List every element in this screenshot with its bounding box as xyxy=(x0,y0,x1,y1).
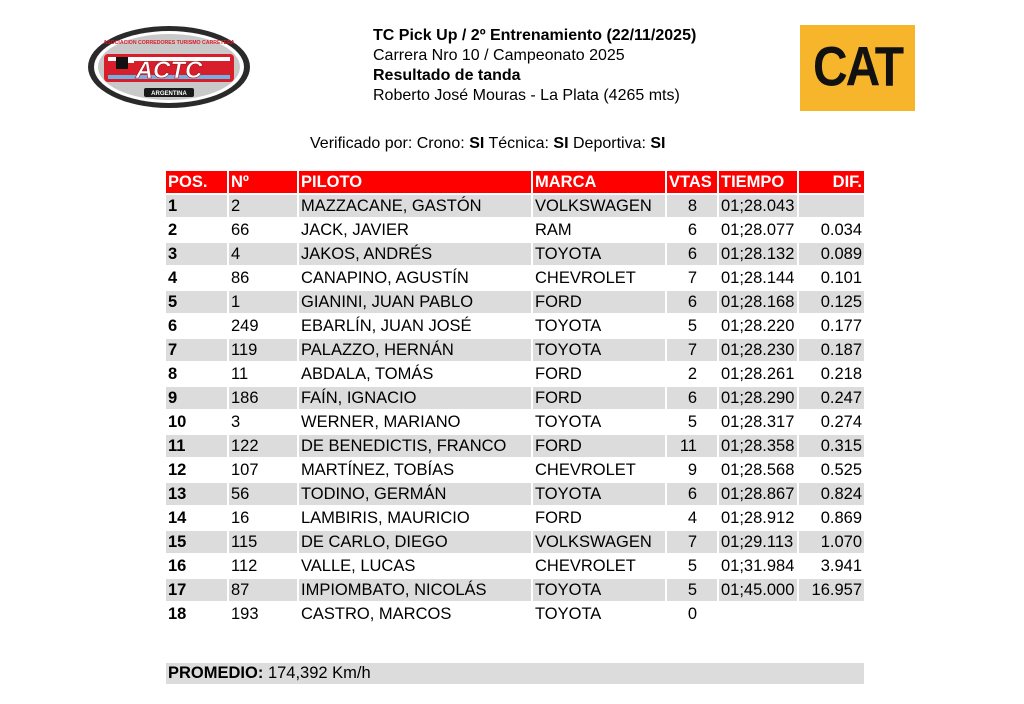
cell-brand: CHEVROLET xyxy=(533,553,667,577)
report-subtitle: Carrera Nro 10 / Campeonato 2025 xyxy=(373,47,625,64)
cell-driver: TODINO, GERMÁN xyxy=(299,481,533,505)
cell-pos: 13 xyxy=(166,481,229,505)
cell-driver: ABDALA, TOMÁS xyxy=(299,361,533,385)
cell-diff: 0.089 xyxy=(799,241,864,265)
cell-laps: 6 xyxy=(667,481,719,505)
cell-pos: 17 xyxy=(166,577,229,601)
cell-pos: 4 xyxy=(166,265,229,289)
cell-laps: 4 xyxy=(667,505,719,529)
cell-driver: FAÍN, IGNACIO xyxy=(299,385,533,409)
actc-letters: ACTC xyxy=(135,57,203,84)
cell-pos: 6 xyxy=(166,313,229,337)
cell-laps: 8 xyxy=(667,193,719,217)
cell-driver: CANAPINO, AGUSTÍN xyxy=(299,265,533,289)
cell-time: 01;28.132 xyxy=(719,241,799,265)
cell-laps: 9 xyxy=(667,457,719,481)
cell-time: 01;28.043 xyxy=(719,193,799,217)
cell-num: 107 xyxy=(229,457,299,481)
cell-driver: WERNER, MARIANO xyxy=(299,409,533,433)
cell-pos: 11 xyxy=(166,433,229,457)
cell-time: 01;28.317 xyxy=(719,409,799,433)
cell-time: 01;28.261 xyxy=(719,361,799,385)
cell-brand: FORD xyxy=(533,433,667,457)
cell-laps: 7 xyxy=(667,529,719,553)
cell-brand: TOYOTA xyxy=(533,577,667,601)
actc-logo-graphic xyxy=(86,24,252,110)
cat-logo-text: CAT xyxy=(812,36,903,98)
actc-country: ARGENTINA xyxy=(151,91,187,97)
cell-pos: 8 xyxy=(166,361,229,385)
crono-value: SI xyxy=(469,135,485,152)
average-value: 174,392 Km/h xyxy=(267,664,371,682)
report-header xyxy=(373,26,696,106)
table-row xyxy=(166,505,864,529)
table-row xyxy=(166,553,864,577)
table-row xyxy=(166,361,864,385)
col-header-num: Nº xyxy=(229,171,299,193)
cell-brand: VOLKSWAGEN xyxy=(533,193,667,217)
report-heading: Resultado de tanda xyxy=(373,67,521,84)
cell-laps: 5 xyxy=(667,313,719,337)
cell-laps: 5 xyxy=(667,409,719,433)
table-row xyxy=(166,265,864,289)
cell-driver: LAMBIRIS, MAURICIO xyxy=(299,505,533,529)
cell-num: 87 xyxy=(229,577,299,601)
cell-num: 249 xyxy=(229,313,299,337)
cell-diff: 0.125 xyxy=(799,289,864,313)
verification-line xyxy=(310,135,665,153)
cell-diff: 0.824 xyxy=(799,481,864,505)
cell-num: 86 xyxy=(229,265,299,289)
table-row xyxy=(166,601,864,625)
cell-driver: EBARLÍN, JUAN JOSÉ xyxy=(299,313,533,337)
results-body xyxy=(166,193,864,625)
table-row xyxy=(166,409,864,433)
col-header-time: TIEMPO xyxy=(719,171,799,193)
cell-laps: 6 xyxy=(667,217,719,241)
cell-driver: VALLE, LUCAS xyxy=(299,553,533,577)
cell-diff: 0.315 xyxy=(799,433,864,457)
cell-laps: 11 xyxy=(667,433,719,457)
cell-diff: 0.187 xyxy=(799,337,864,361)
table-row xyxy=(166,289,864,313)
cell-driver: IMPIOMBATO, NICOLÁS xyxy=(299,577,533,601)
cell-diff xyxy=(799,193,864,217)
cell-time: 01;28.220 xyxy=(719,313,799,337)
cell-diff: 16.957 xyxy=(799,577,864,601)
cell-diff: 0.869 xyxy=(799,505,864,529)
cell-brand: RAM xyxy=(533,217,667,241)
cell-time: 01;28.358 xyxy=(719,433,799,457)
table-row xyxy=(166,481,864,505)
cell-time: 01;29.113 xyxy=(719,529,799,553)
cell-num: 56 xyxy=(229,481,299,505)
cell-num: 16 xyxy=(229,505,299,529)
cell-num: 11 xyxy=(229,361,299,385)
cell-brand: CHEVROLET xyxy=(533,265,667,289)
table-row xyxy=(166,337,864,361)
cell-laps: 7 xyxy=(667,265,719,289)
table-row xyxy=(166,241,864,265)
table-row xyxy=(166,433,864,457)
cell-diff: 0.247 xyxy=(799,385,864,409)
cell-time: 01;28.568 xyxy=(719,457,799,481)
cell-time: 01;28.230 xyxy=(719,337,799,361)
cell-laps: 2 xyxy=(667,361,719,385)
cell-num: 115 xyxy=(229,529,299,553)
cell-pos: 7 xyxy=(166,337,229,361)
cell-brand: TOYOTA xyxy=(533,337,667,361)
cell-pos: 18 xyxy=(166,601,229,625)
deportiva-value: SI xyxy=(650,135,666,152)
cell-num: 4 xyxy=(229,241,299,265)
actc-logo xyxy=(86,24,252,110)
cell-num: 186 xyxy=(229,385,299,409)
cell-driver: JAKOS, ANDRÉS xyxy=(299,241,533,265)
cell-pos: 14 xyxy=(166,505,229,529)
cell-brand: TOYOTA xyxy=(533,313,667,337)
cell-driver: JACK, JAVIER xyxy=(299,217,533,241)
cell-pos: 2 xyxy=(166,217,229,241)
cell-laps: 6 xyxy=(667,289,719,313)
cell-laps: 6 xyxy=(667,385,719,409)
cell-laps: 5 xyxy=(667,553,719,577)
verification-prefix: Verificado por: Crono: xyxy=(310,135,465,152)
report-title: TC Pick Up / 2º Entrenamiento (22/11/2025) xyxy=(373,27,697,44)
cell-driver: MAZZACANE, GASTÓN xyxy=(299,193,533,217)
col-header-brand: MARCA xyxy=(533,171,667,193)
table-row xyxy=(166,313,864,337)
cell-diff: 0.177 xyxy=(799,313,864,337)
cat-logo xyxy=(800,25,915,111)
cell-driver: GIANINI, JUAN PABLO xyxy=(299,289,533,313)
table-row xyxy=(166,385,864,409)
cell-laps: 6 xyxy=(667,241,719,265)
cell-pos: 1 xyxy=(166,193,229,217)
tecnica-label: Técnica: xyxy=(488,135,549,152)
cell-num: 66 xyxy=(229,217,299,241)
cell-time xyxy=(719,601,799,625)
cell-brand: TOYOTA xyxy=(533,601,667,625)
cell-driver: CASTRO, MARCOS xyxy=(299,601,533,625)
cell-diff xyxy=(799,601,864,625)
actc-arc-text: ASOCIACION CORREDORES TURISMO CARRETERA xyxy=(103,40,235,46)
cell-pos: 10 xyxy=(166,409,229,433)
cell-brand: FORD xyxy=(533,289,667,313)
cell-diff: 0.101 xyxy=(799,265,864,289)
cell-diff: 3.941 xyxy=(799,553,864,577)
cell-pos: 12 xyxy=(166,457,229,481)
cell-time: 01;31.984 xyxy=(719,553,799,577)
cell-brand: VOLKSWAGEN xyxy=(533,529,667,553)
circuit-name: Roberto José Mouras - La Plata (4265 mts) xyxy=(373,87,680,104)
cell-diff: 0.525 xyxy=(799,457,864,481)
cell-pos: 16 xyxy=(166,553,229,577)
cell-driver: MARTÍNEZ, TOBÍAS xyxy=(299,457,533,481)
cell-num: 2 xyxy=(229,193,299,217)
cell-brand: FORD xyxy=(533,361,667,385)
cell-driver: DE CARLO, DIEGO xyxy=(299,529,533,553)
cell-brand: CHEVROLET xyxy=(533,457,667,481)
cell-brand: FORD xyxy=(533,505,667,529)
cell-num: 1 xyxy=(229,289,299,313)
cell-pos: 5 xyxy=(166,289,229,313)
cell-num: 122 xyxy=(229,433,299,457)
table-row xyxy=(166,193,864,217)
cell-laps: 0 xyxy=(667,601,719,625)
cell-diff: 1.070 xyxy=(799,529,864,553)
cell-diff: 0.034 xyxy=(799,217,864,241)
tecnica-value: SI xyxy=(553,135,569,152)
deportiva-label: Deportiva: xyxy=(572,135,646,152)
cell-time: 01;28.168 xyxy=(719,289,799,313)
cell-diff: 0.218 xyxy=(799,361,864,385)
cell-driver: PALAZZO, HERNÁN xyxy=(299,337,533,361)
cell-num: 119 xyxy=(229,337,299,361)
cell-time: 01;28.867 xyxy=(719,481,799,505)
cell-time: 01;28.912 xyxy=(719,505,799,529)
cell-time: 01;28.144 xyxy=(719,265,799,289)
col-header-driver: PILOTO xyxy=(299,171,533,193)
table-row xyxy=(166,217,864,241)
cell-num: 112 xyxy=(229,553,299,577)
cell-laps: 7 xyxy=(667,337,719,361)
cell-pos: 9 xyxy=(166,385,229,409)
table-row xyxy=(166,529,864,553)
cell-num: 193 xyxy=(229,601,299,625)
table-header-row xyxy=(166,171,864,193)
cell-diff: 0.274 xyxy=(799,409,864,433)
cell-brand: FORD xyxy=(533,385,667,409)
cell-brand: TOYOTA xyxy=(533,481,667,505)
results-table xyxy=(166,171,864,625)
cell-pos: 3 xyxy=(166,241,229,265)
cell-time: 01;45.000 xyxy=(719,577,799,601)
cell-laps: 5 xyxy=(667,577,719,601)
table-row xyxy=(166,457,864,481)
cell-pos: 15 xyxy=(166,529,229,553)
cell-brand: TOYOTA xyxy=(533,241,667,265)
cell-time: 01;28.290 xyxy=(719,385,799,409)
cell-brand: TOYOTA xyxy=(533,409,667,433)
average-speed xyxy=(166,663,864,684)
col-header-diff: DIF. xyxy=(799,171,864,193)
table-row xyxy=(166,577,864,601)
cell-driver: DE BENEDICTIS, FRANCO xyxy=(299,433,533,457)
col-header-pos: POS. xyxy=(166,171,229,193)
cell-time: 01;28.077 xyxy=(719,217,799,241)
average-label: PROMEDIO: xyxy=(168,664,264,682)
cell-num: 3 xyxy=(229,409,299,433)
col-header-laps: VTAS xyxy=(667,171,719,193)
